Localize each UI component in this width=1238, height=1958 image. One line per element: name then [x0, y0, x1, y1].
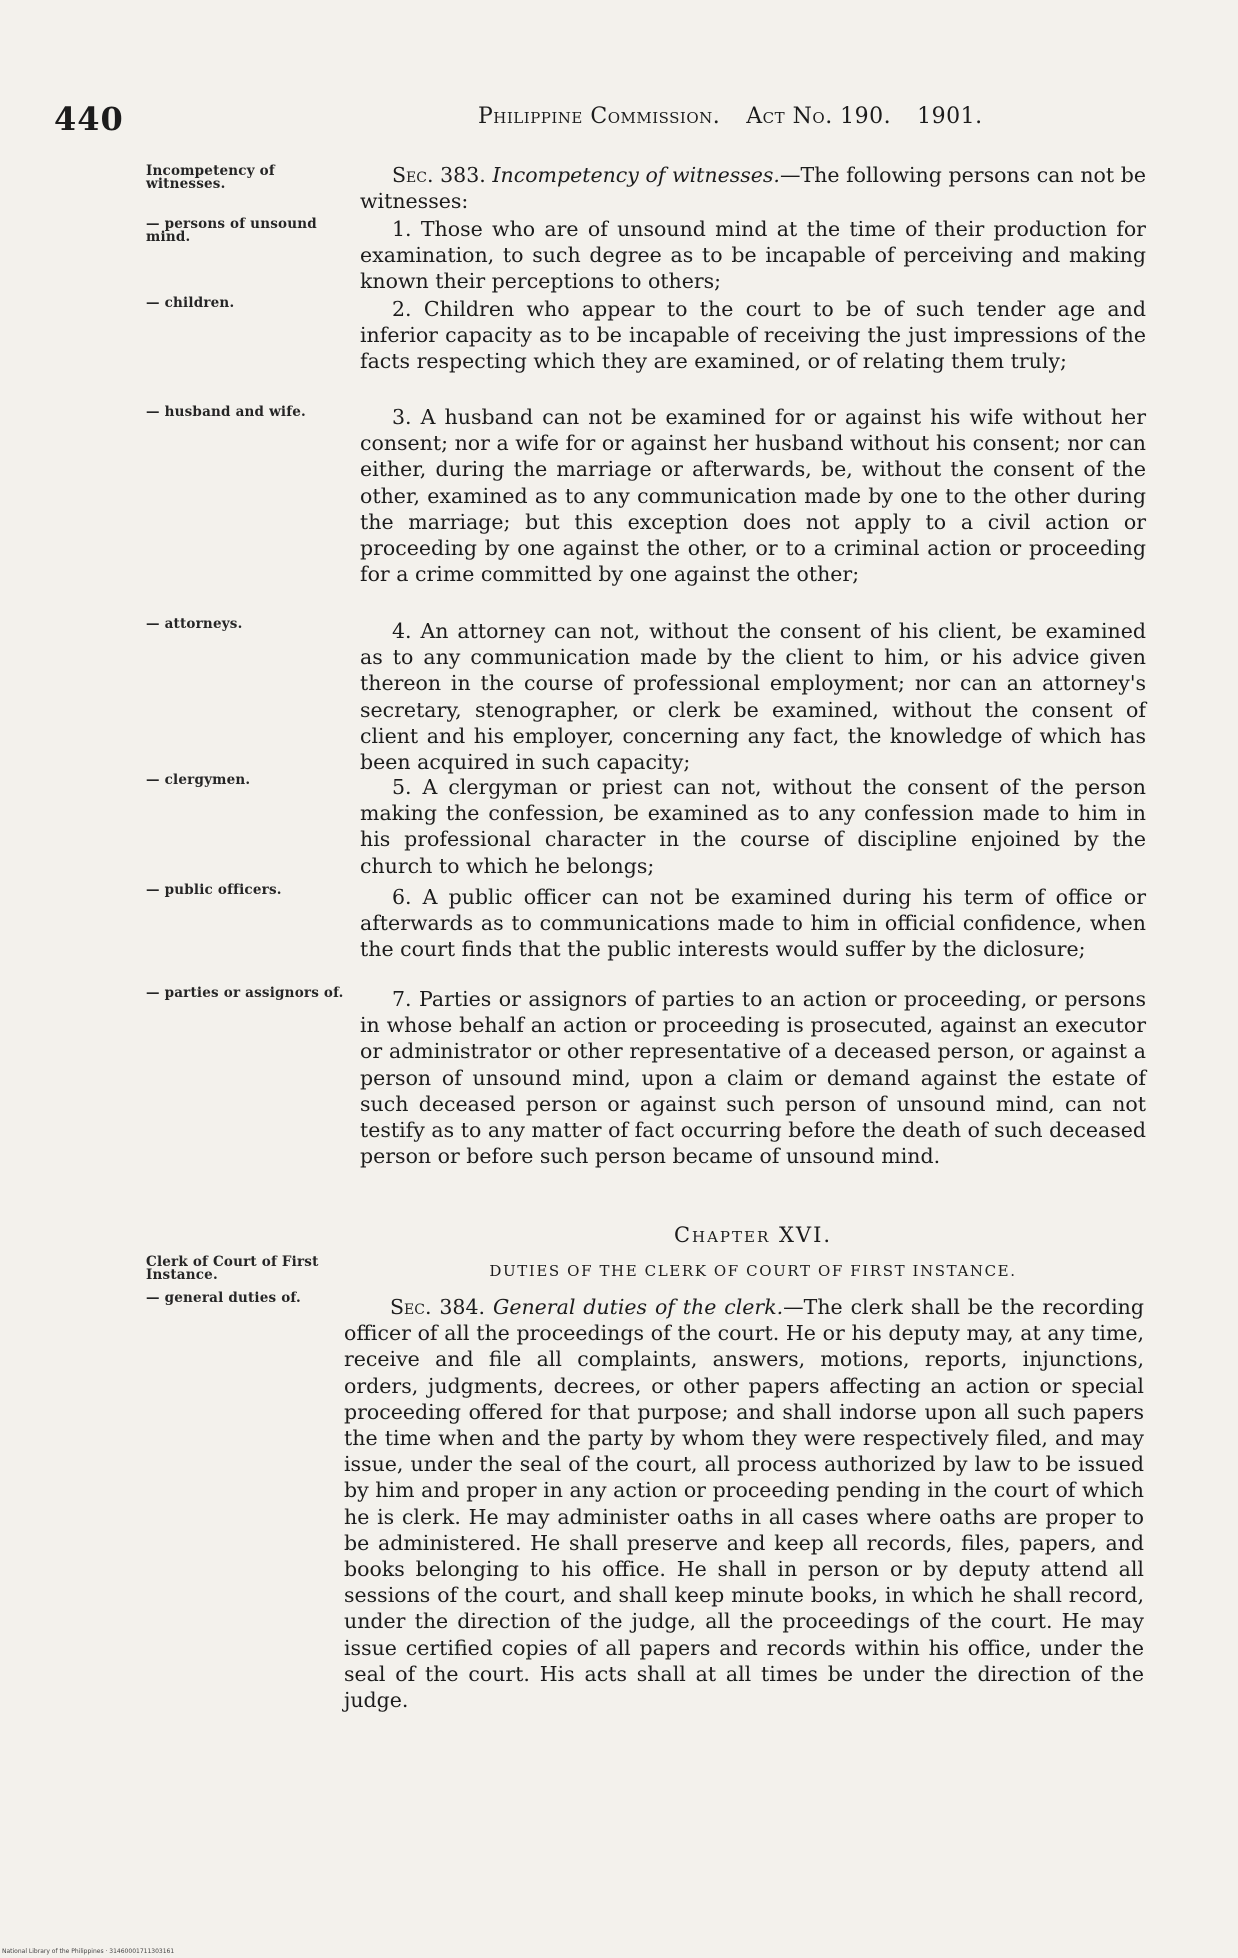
year: 1901. [917, 104, 983, 129]
item-2: 2. Children who appear to the court to be of such tender age and inferior capacity as to be incapable of receiving the just impressions of the facts respecting which they are examined, or of relating them truly; [360, 297, 1146, 374]
margin-note-parties-assignors: — parties or assignors of. [146, 985, 344, 1001]
item-5: 5. A clergyman or priest can not, without the consent of the person making the confession, be examined as to any confession made to him in his professional character in the course of discipline enjoined by the church to which he belongs; [360, 775, 1146, 878]
item-7: 7. Parties or assignors of parties to an action or proceeding, or persons in whose behalf an action or proceeding is prosecuted, against an executor or administrator or other representative of a deceased person, or against a person of unsound mind, upon a claim or demand against the estate of such deceased person or against such person of unsound mind, can not testify as to any matter of fact occurring before the death of such deceased person or before such person became of unsound mind. [360, 987, 1146, 1169]
margin-note-children: — children. [146, 295, 235, 311]
section-384-label: Sec. 384. [390, 1295, 486, 1319]
page-number: 440 [54, 100, 124, 138]
running-title: Philippine Commission. [478, 104, 721, 129]
section-383 [360, 162, 1146, 214]
chapter-subtitle: DUTIES OF THE CLERK OF COURT OF FIRST INSTANCE. [489, 1262, 1017, 1280]
margin-note-incompetency: Incompetency of witnesses. [146, 163, 275, 192]
item-3: 3. A husband can not be examined for or against his wife without her consent; nor a wife for or against her husband without his consent; nor can either, during the marriage or afterwards, be, without the consent of the other, examined as to any communication made by one to the other during the marriage; but this exception does not apply to a civil action or proceeding by one against the other, or to a criminal action or proceeding for a crime committed by one against the other; [360, 405, 1146, 587]
section-383-body: —The following persons can not be witnesses: [360, 163, 1146, 214]
margin-note-clerk: Clerk of Court of First Instance. [146, 1254, 319, 1283]
chapter-title: Chapter XVI. [673, 1223, 833, 1247]
margin-note-husband-wife: — husband and wife. [146, 404, 306, 420]
running-head [478, 104, 983, 129]
library-footer: National Library of the Philippines · 31460001711303161 [2, 1948, 175, 1955]
margin-note-clergymen: — clergymen. [146, 772, 251, 788]
section-384 [344, 1294, 1144, 1713]
section-384-heading: General duties of the clerk. [492, 1295, 784, 1319]
section-383-label: Sec. 383. [392, 163, 486, 187]
margin-note-attorneys: — attorneys. [146, 616, 243, 632]
act-number: Act No. 190. [746, 104, 892, 129]
item-6: 6. A public officer can not be examined during his term of office or afterwards as to communications made to him in official confidence, when the court finds that the public interests would suffer by the diclosure; [360, 885, 1146, 962]
margin-note-unsound-mind: — persons of unsound mind. [146, 216, 317, 245]
item-1: 1. Those who are of unsound mind at the time of their production for examination, to such degree as to be incapable of perceiving and making known their perceptions to others; [360, 217, 1146, 294]
margin-note-general-duties: — general duties of. [146, 1290, 301, 1306]
item-4: 4. An attorney can not, without the consent of his client, be examined as to any communication made by the client to him, or his advice given thereon in the course of professional employment; nor can an attorney's secretary, stenographer, or clerk be examined, without the consent of client and his employer, concerning any fact, the knowledge of which has been acquired in such capacity; [360, 619, 1146, 775]
margin-note-public-officers: — public officers. [146, 882, 282, 898]
section-383-heading: Incompetency of witnesses. [492, 163, 780, 187]
section-384-body: —The clerk shall be the recording officer of all the proceedings of the court. He or his deputy may, at any time, receive and file all complaints, answers, motions, reports, injunctions, orders, judgments, decrees, or other papers affecting an action or special proceeding offered for that purpose; and shall indorse upon all such papers the time when and the party by whom they were respectively filed, and may issue, under the seal of the court, all process authorized by law to be issued by him and proper in any action or proceeding pending in the court of which he is clerk. He may administer oaths in all cases where oaths are proper to be administered. He shall preserve and keep all records, files, papers, and books belonging to his office. He shall in person or by deputy attend all sessions of the court, and shall keep minute books, in which he shall record, under the direction of the judge, all the proceedings of the court. He may issue certified copies of all papers and records within his office, under the seal of the court. His acts shall at all times be under the direction of the judge. [344, 1295, 1144, 1713]
